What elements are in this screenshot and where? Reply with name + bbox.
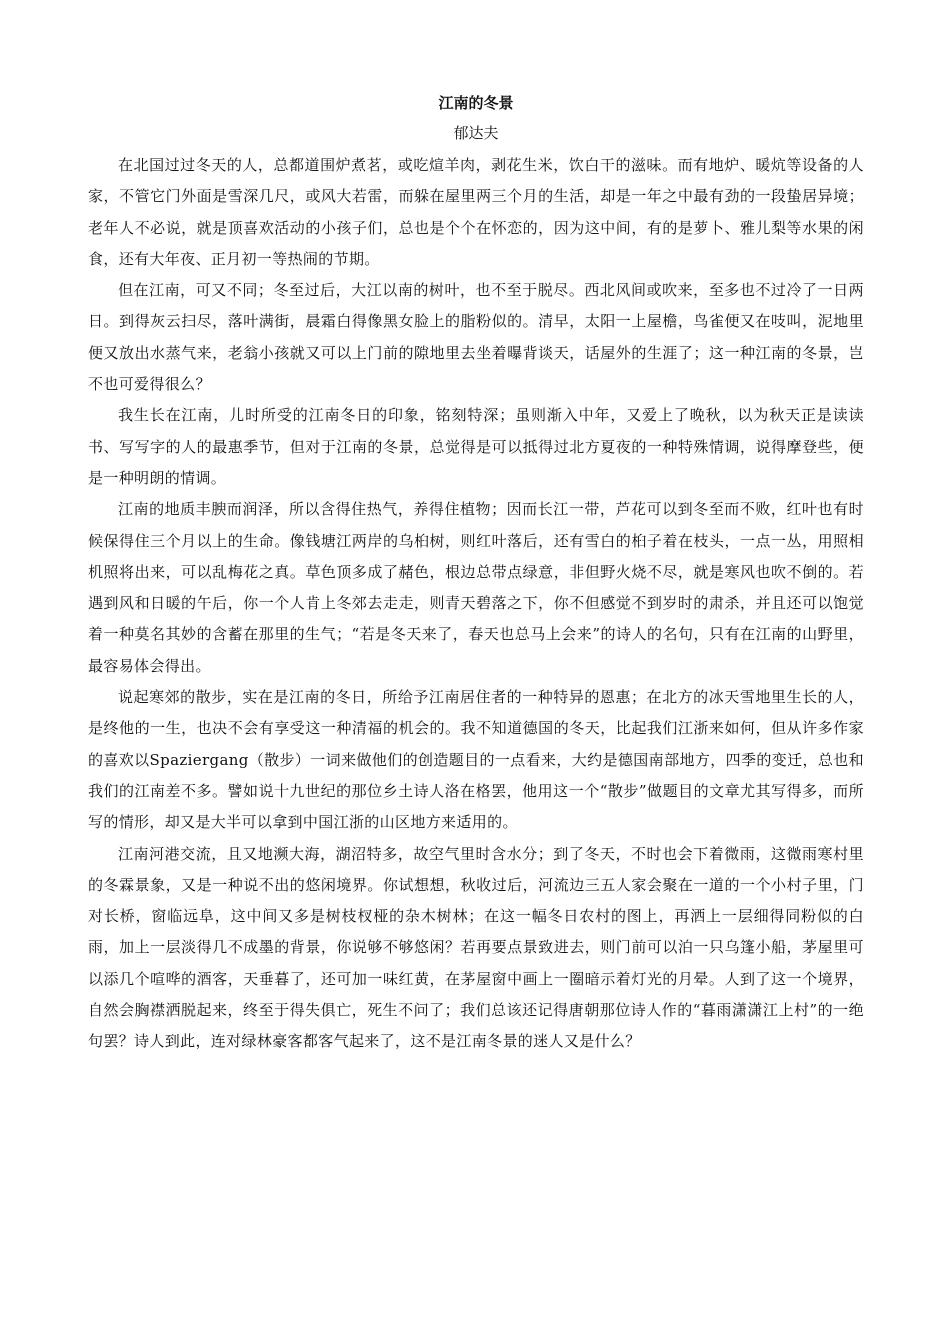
paragraph-1: 在北国过过冬天的人，总都道围炉煮茗，或吃煊羊肉，剥花生米，饮白干的滋味。而有地炉、暖炕等设备的人家，不管它门外面是雪深几尺，或风大若雷，而躲在屋里两三个月的生活，却是一年之中最有劲的一段蛰居异境；老年人不必说，就是顶喜欢活动的小孩子们，总也是个个在怀恋的，因为这中间，有的是萝卜、雅儿梨等水果的闲食，还有大年夜、正月初一等热闹的节期。 bbox=[88, 156, 864, 268]
paragraph-3: 我生长在江南，儿时所受的江南冬日的印象，铭刻特深；虽则渐入中年，又爱上了晚秋，以为秋天正是读读书、写写字的人的最惠季节，但对于江南的冬景，总觉得是可以抵得过北方夏夜的一种特殊情调，说得摩登些，便是一种明朗的情调。 bbox=[88, 406, 864, 487]
document-title: 江南的冬景 bbox=[438, 94, 514, 112]
document-author: 郁达夫 bbox=[453, 124, 499, 142]
paragraph-2: 但在江南，可又不同；冬至过后，大江以南的树叶，也不至于脱尽。西北风间或吹来，至多也不过冷了一日两日。到得灰云扫尽，落叶满街，晨霜白得像黑女脸上的脂粉似的。清早，太阳一上屋檐，鸟雀便又在吱叫，泥地里便又放出水蒸气来，老翁小孩就又可以上门前的隙地里去坐着曝背谈天，话屋外的生涯了；这一种江南的冬景，岂不也可爱得很么？ bbox=[88, 281, 864, 394]
paragraph-4: 江南的地质丰腴而润泽，所以含得住热气，养得住植物；因而长江一带，芦花可以到冬至而不败，红叶也有时候保得住三个月以上的生命。像钱塘江两岸的乌桕树，则红叶落后，还有雪白的桕子着在枝头，一点一丛，用照相机照将出来，可以乱梅花之真。草色顶多成了赭色，根边总带点绿意，非但野火烧不尽，就是寒风也吹不倒的。若遇到风和日暖的午后，你一个人肯上冬郊去走走，则青天碧落之下，你不但感觉不到岁时的肃杀，并且还可以饱觉着一种莫名其妙的含蓄在那里的生气；“若是冬天来了，春天也总马上会来”的诗人的名句，只有在江南的山野里，最容易体会得出。 bbox=[88, 500, 864, 675]
document-page bbox=[88, 88, 864, 1058]
paragraph-5: 说起寒郊的散步，实在是江南的冬日，所给予江南居住者的一种特异的恩惠；在北方的冰天雪地里生长的人，是终他的一生，也决不会有享受这一种清福的机会的。我不知道德国的冬天，比起我们江浙来如何，但从许多作家的喜欢以Spaziergang（散步）一词来做他们的创造题目的一点看来，大约是德国南部地方，四季的变迁，总也和我们的江南差不多。譬如说十九世纪的那位乡土诗人洛在格罢，他用这一个“散步”做题目的文章尤其写得多，而所写的情形，却又是大半可以拿到中国江浙的山区地方来适用的。 bbox=[88, 688, 864, 832]
paragraph-6: 江南河港交流，且又地濒大海，湖沼特多，故空气里时含水分；到了冬天，不时也会下着微雨，这微雨寒村里的冬霖景象，又是一种说不出的悠闲境界。你试想想，秋收过后，河流边三五人家会聚在一道的一个小村子里，门对长桥，窗临远阜，这中间又多是树枝杈桠的杂木树林；在这一幅冬日农村的图上，再洒上一层细得同粉似的白雨，加上一层淡得几不成墨的背景，你说够不够悠闲？若再要点景致进去，则门前可以泊一只乌篷小船，茅屋里可以添几个喧哗的酒客，天垂暮了，还可加一味红黄，在茅屋窗中画上一圈暗示着灯光的月晕。人到了这一个境界，自然会胸襟洒脱起来，终至于得失俱亡，死生不问了；我们总该还记得唐朝那位诗人作的“暮雨潇潇江上村”的一绝句罢？诗人到此，连对绿林豪客都客气起来了，这不是江南冬景的迷人又是什么？ bbox=[88, 844, 864, 1051]
document-body bbox=[88, 150, 864, 1058]
